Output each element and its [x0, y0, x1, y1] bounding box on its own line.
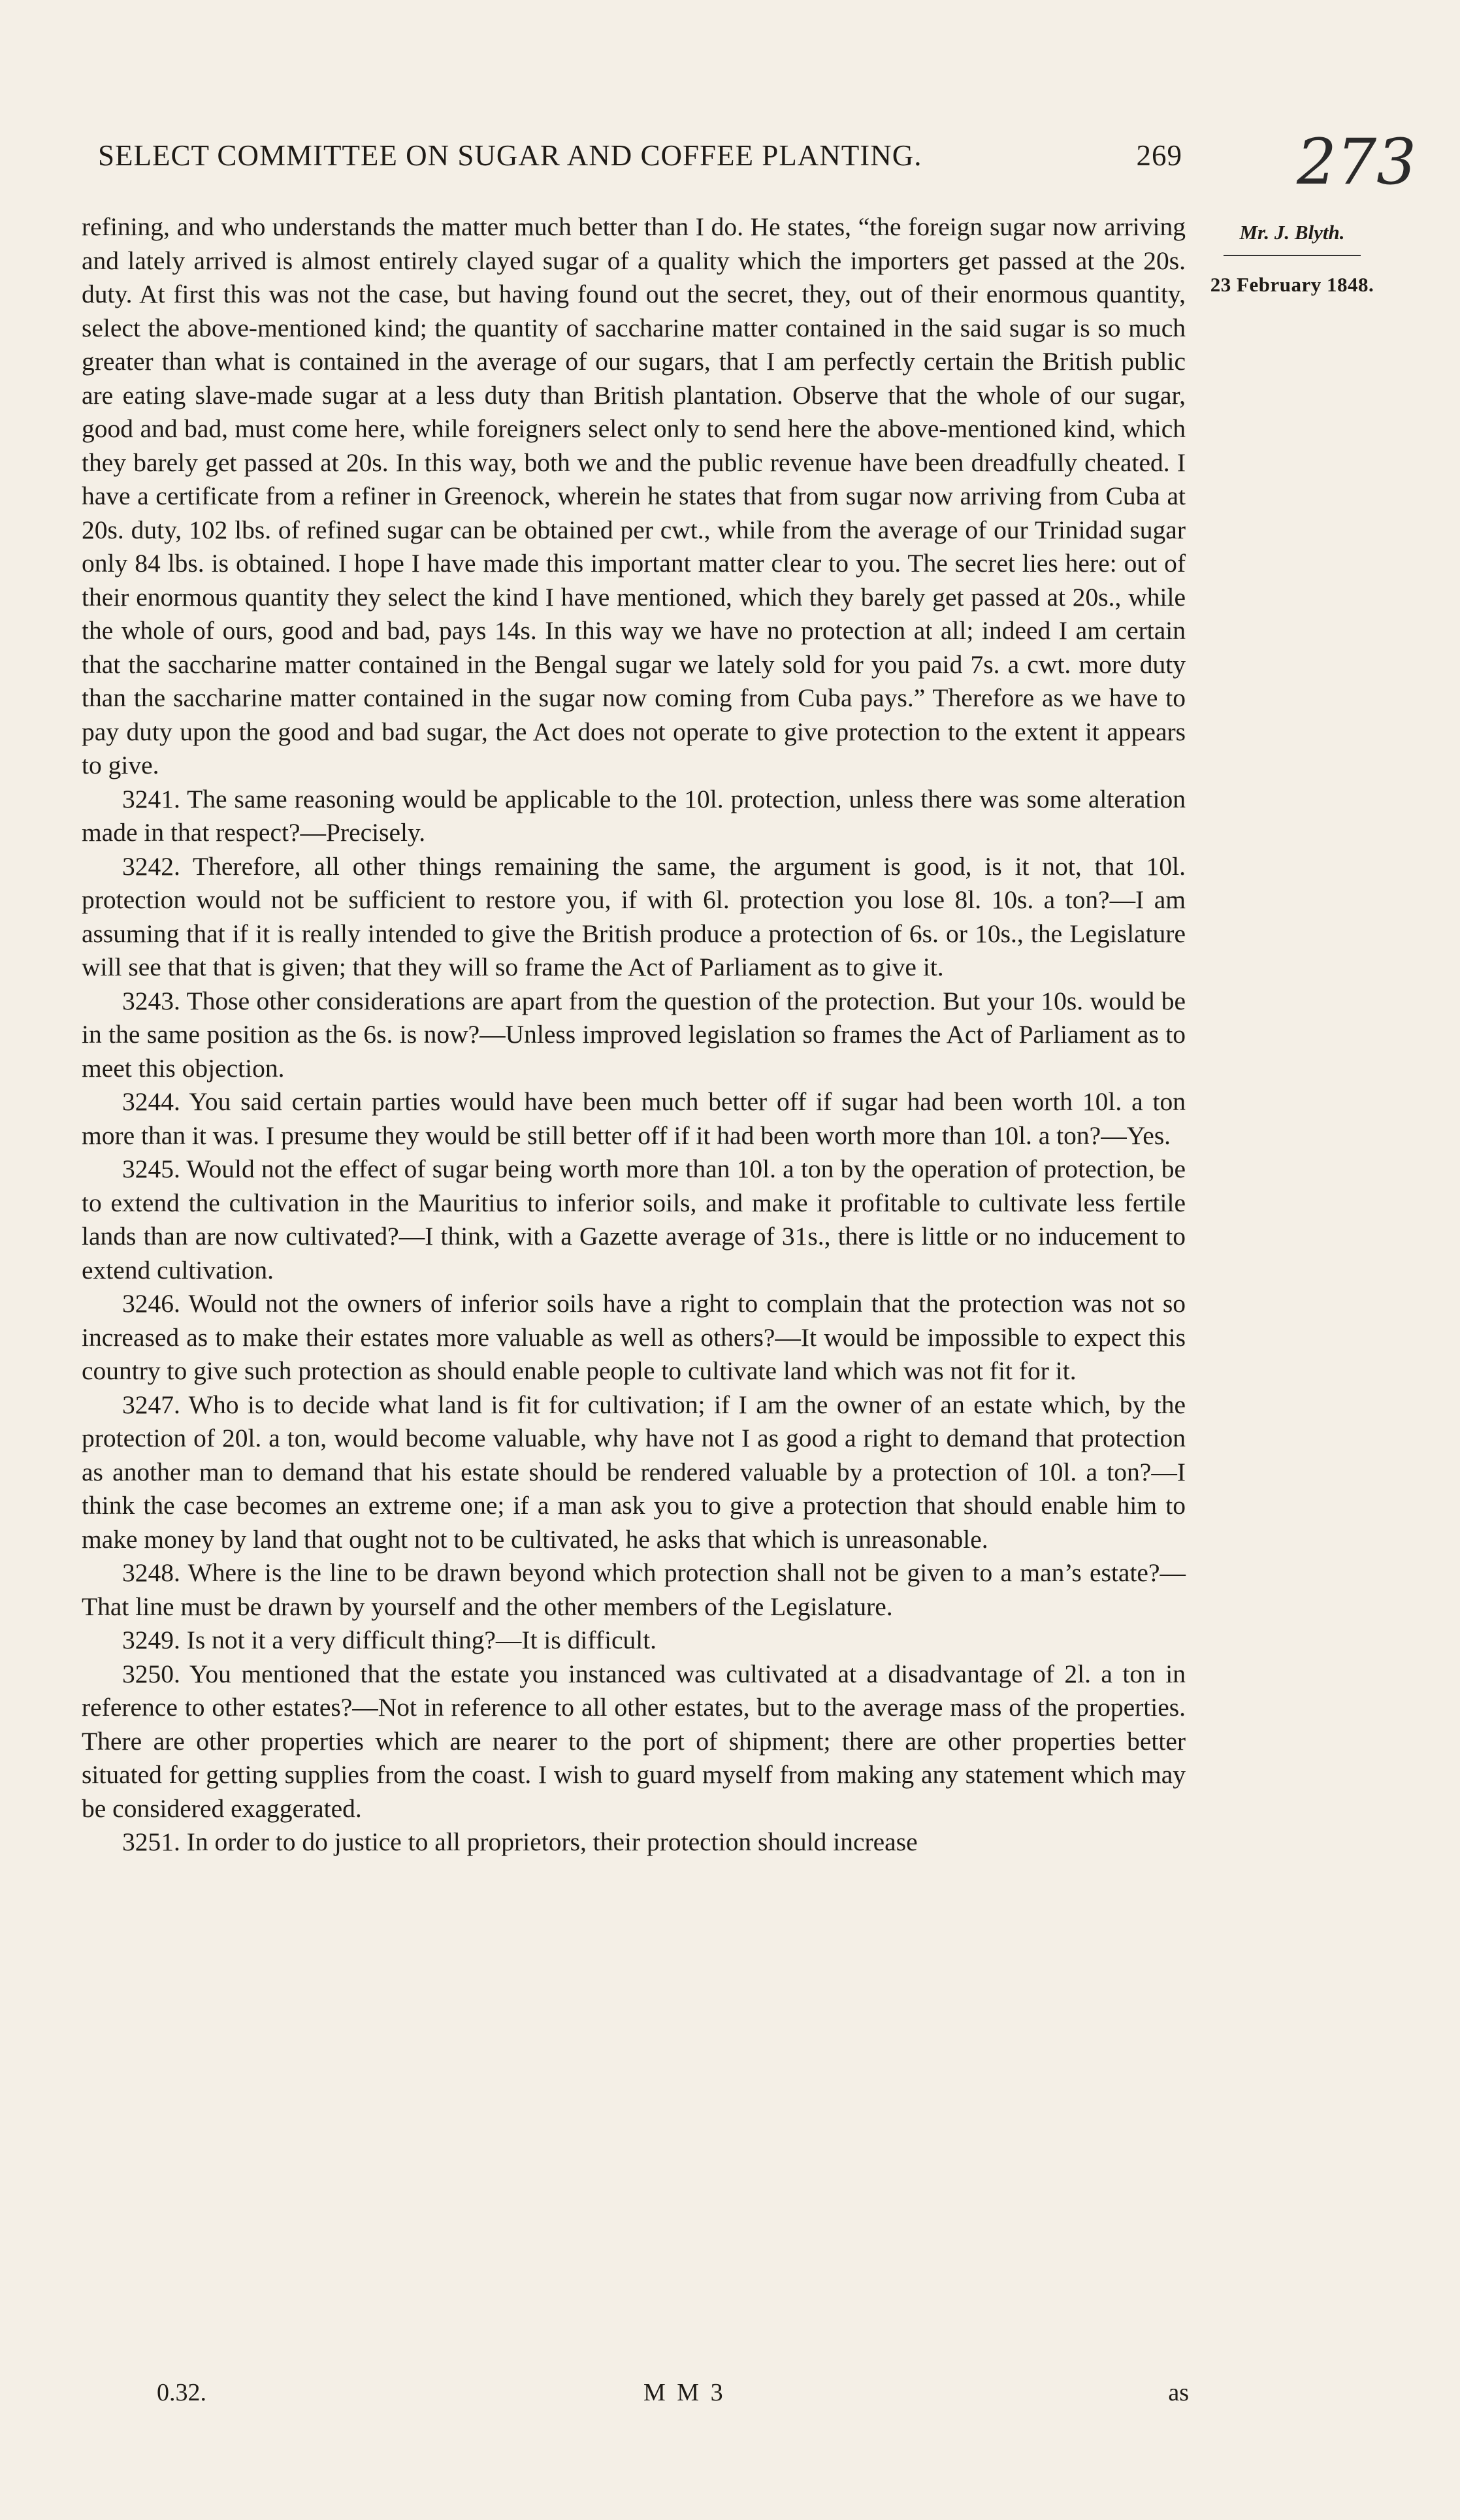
question-3250: 3250. You mentioned that the estate you instanced was cultivated at a disadvantage of 2l. a ton in reference to other estates?—Not in reference to all other estates, but to the average mass of the properties. There are other properties which are nearer to the port of shipment; there are other properties better situated for getting supplies from the coast. I wish to guard myself from making any statement which may be considered exaggerated. — [82, 1659, 1186, 1823]
testimony-body — [82, 210, 1186, 1859]
question-3248: 3248. Where is the line to be drawn beyond which protection shall not be given to a man’s estate?—That line must be drawn by yourself and the other members of the Legislature. — [82, 1558, 1186, 1621]
paragraph-continuation: refining, and who understands the matter much better than I do. He states, “the foreign sugar now arriving and lately arrived is almost entirely clayed sugar of a quality which the importers get passed at the 20s. duty. At first this was not the case, but having found out the secret, they, out of their enormous quantity, select the above-mentioned kind; the quantity of saccharine matter contained in the said sugar is so much greater than what is contained in the average of our sugars, that I am perfectly certain the British public are eating slave-made sugar at a less duty than British plantation. Observe that the whole of our sugar, good and bad, must come here, while foreigners select only to send here the above-mentioned kind, which they barely get passed at 20s. In this way, both we and the public revenue have been dreadfully cheated. I have a certificate from a refiner in Greenock, wherein he states that from sugar now arriving from Cuba at 20s. duty, 102 lbs. of refined sugar can be obtained per cwt., while from the average of our Trinidad sugar only 84 lbs. is obtained. I hope I have made this important matter clear to you. The secret lies here: out of their enormous quantity they select the kind I have mentioned, which they barely get passed at 20s., while the whole of ours, good and bad, pays 14s. In this way we have no protection at all; indeed I am certain that the saccharine matter contained in the Bengal sugar we lately sold for you paid 7s. a cwt. more duty than the saccharine matter contained in the sugar now coming from Cuba pays.” Therefore as we have to pay duty upon the good and bad sugar, the Act does not operate to give protection to the extent it appears to give. — [82, 212, 1186, 779]
question-3244: 3244. You said certain parties would have been much better off if sugar had been worth 10l. a ton more than it was. I presume they would be still better off if it had been worth more than 10l. a ton?—Yes. — [82, 1087, 1186, 1150]
question-3245: 3245. Would not the effect of sugar being worth more than 10l. a ton by the operation of protection, be to extend the cultivation in the Mauritius to inferior soils, and make it profitable to cultivate less fertile lands than are now cultivated?—I think, with a Gazette average of 31s., there is little or no inducement to extend cultivation. — [82, 1154, 1186, 1285]
witness-name: Mr. J. Blyth. — [1239, 221, 1345, 244]
signature-mark: M M 3 — [643, 2379, 726, 2406]
catchword: as — [1168, 2379, 1189, 2406]
testimony-date: 23 February 1848. — [1210, 273, 1374, 296]
question-3242: 3242. Therefore, all other things remaining the same, the argument is good, is it not, that 10l. protection would not be sufficient to restore you, if with 6l. protection you lose 8l. 10s. a ton?—I am assuming that if it is really intended to give the British produce a protection of 6s. or 10s., the Legislature will see that that is given; that they will so frame the Act of Parliament as to give it. — [82, 851, 1186, 981]
handwritten-folio-number: 273 — [1297, 125, 1417, 199]
question-3249: 3249. Is not it a very difficult thing?—It is difficult. — [122, 1626, 657, 1654]
margin-note — [1194, 221, 1390, 297]
question-3243: 3243. Those other considerations are apart from the question of the protection. But your 10s. would be in the same position as the 6s. is now?—Unless improved legislation so frames the Act of Parliament as to meet this objection. — [82, 986, 1186, 1083]
footer-reference: 0.32. — [157, 2379, 206, 2406]
running-title: SELECT COMMITTEE ON SUGAR AND COFFEE PLANTING. — [98, 139, 922, 172]
question-3246: 3246. Would not the owners of inferior soils have a right to complain that the protection was not so increased as to make their estates more valuable as well as others?—It would be impossible to expect this country to give such protection as should enable people to cultivate land which was not fit for it. — [82, 1289, 1186, 1385]
question-3251: 3251. In order to do justice to all proprietors, their protection should increase — [122, 1827, 918, 1856]
question-3247: 3247. Who is to decide what land is fit for cultivation; if I am the owner of an estate which, by the protection of 20l. a ton, would become valuable, why have not I as good a right to demand that protection as another man to demand that his estate should be rendered valuable by a protection of 10l. a ton?—I think the case becomes an extreme one; if a man ask you to give a protection that should enable him to make money by land that ought not to be cultivated, he asks that which is unreasonable. — [82, 1390, 1186, 1554]
page-number: 269 — [1136, 139, 1182, 172]
margin-divider — [1224, 255, 1361, 256]
question-3241: 3241. The same reasoning would be applicable to the 10l. protection, unless there was some alteration made in that respect?—Precisely. — [82, 784, 1186, 847]
